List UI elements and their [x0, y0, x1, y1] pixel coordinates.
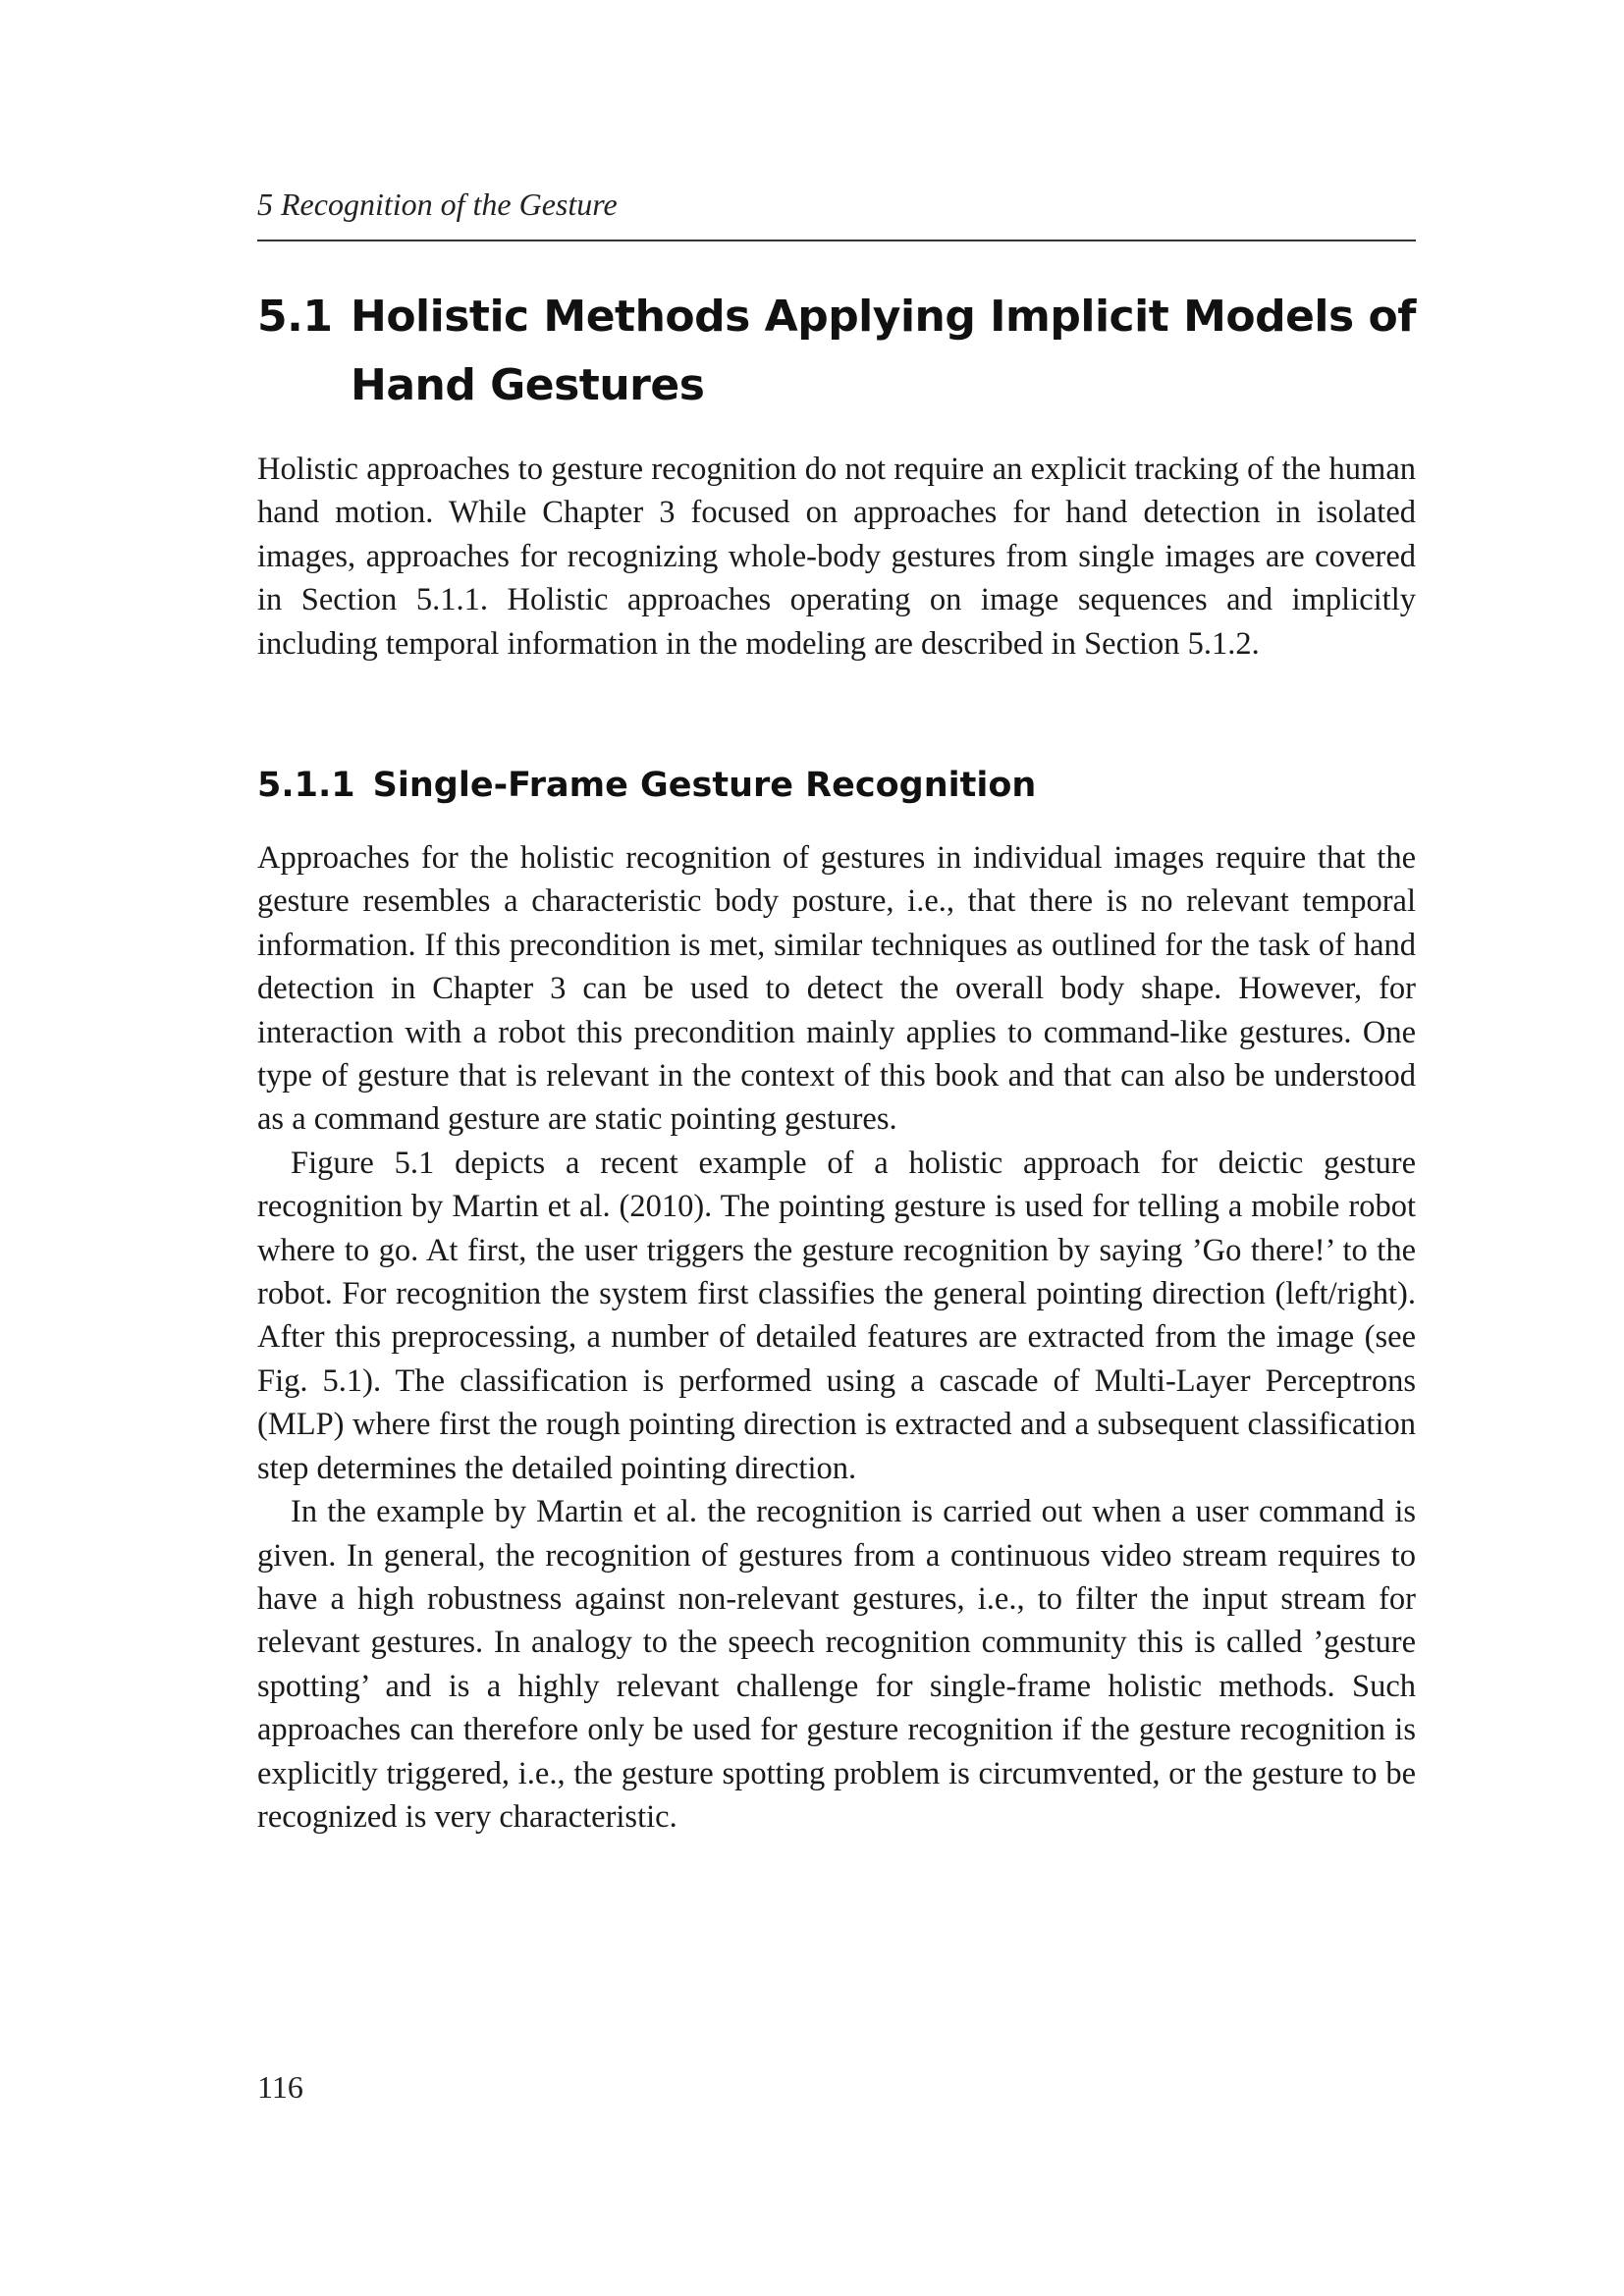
- paragraph: In the example by Martin et al. the recognition is carried out when a user command is given. In general, the recognition of gestures from a continuous video stream requires to have a high robustness against non-relevant gestures, i.e., to filter the input stream for relevant gestures. In analogy to the speech recognition community this is called ’gesture spotting’ and is a highly relevant challenge for single-frame holistic methods. Such approaches can therefore only be used for gesture recognition if the gesture recognition is explicitly triggered, i.e., the gesture spotting problem is circumvented, or the gesture to be recognized is very characteristic.: [257, 1494, 1416, 1835]
- subsection-title: Single-Frame Gesture Recognition: [372, 766, 1037, 805]
- paragraph: Holistic approaches to gesture recognition do not require an explicit tracking of the human hand motion. While Chapter 3 focused on approaches for hand detection in isolated images, approaches for recognizing whole-body gestures from single images are covered in Section 5.1.1. Holistic approaches operating on image sequences and implicitly including temporal information in the modeling are described in Section 5.1.2.: [257, 452, 1416, 662]
- paragraph: Approaches for the holistic recognition of gestures in individual images require that the gesture resembles a characteristic body posture, i.e., that there is no relevant temporal information. If this precondition is met, similar techniques as outlined for the task of hand detection in Chapter 3 can be used to detect the overall body shape. However, for interaction with a robot this precondition mainly applies to command-like gestures. One type of gesture that is relevant in the context of this book and that can also be understood as a command gesture are static pointing gestures.: [257, 840, 1416, 1138]
- subsection-heading: [257, 764, 1416, 807]
- section-heading: [257, 283, 1416, 420]
- paragraph: Figure 5.1 depicts a recent example of a holistic approach for deictic gesture recognition by Martin et al. (2010). The pointing gesture is used for telling a mobile robot where to go. At first, the user triggers the gesture recognition by saying ’Go there!’ to the robot. For recognition the system first classifies the general pointing direction (left/right). After this preprocessing, a number of detailed features are extracted from the image (see Fig. 5.1). The classification is performed using a cascade of Multi-Layer Perceptrons (MLP) where first the rough pointing direction is extracted and a subsequent classification step determines the detailed pointing direction.: [257, 1145, 1416, 1486]
- page-number: 116: [257, 2069, 303, 2105]
- section-number: 5.1: [257, 292, 333, 342]
- subsection-number: 5.1.1: [257, 766, 355, 805]
- subsection-body: [257, 836, 1416, 1839]
- section-title: Holistic Methods Applying Implicit Models of Hand Gestures: [351, 292, 1416, 410]
- header-rule: [257, 240, 1416, 241]
- running-head: 5 Recognition of the Gesture: [257, 187, 618, 222]
- section-intro: [257, 448, 1416, 666]
